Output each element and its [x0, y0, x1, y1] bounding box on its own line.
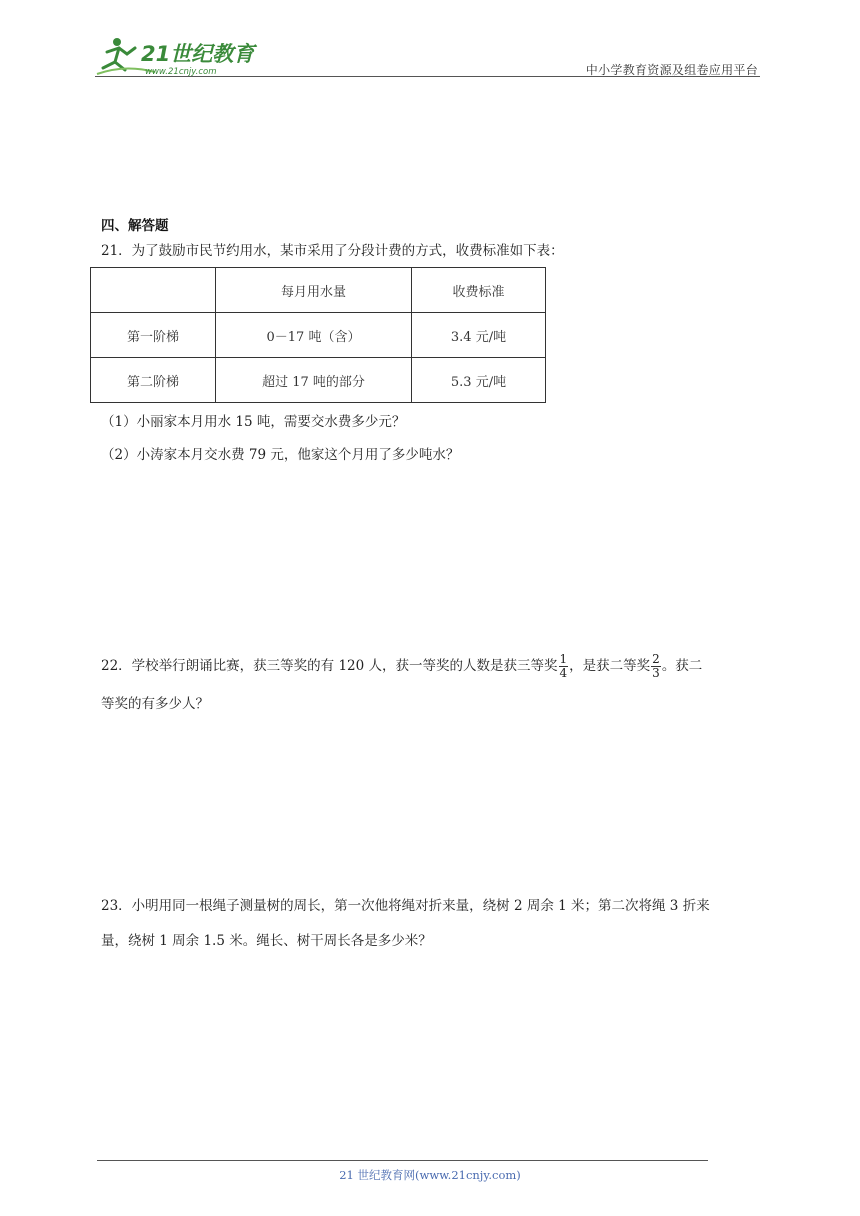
- table-cell: 第一阶梯: [91, 313, 216, 358]
- q21-sub1: （1）小丽家本月用水 15 吨，需要交水费多少元？: [101, 414, 406, 430]
- logo-url: www.21cnjy.com: [145, 67, 217, 77]
- table-row: [91, 313, 546, 358]
- q21-stem: 21．为了鼓励市民节约用水，某市采用了分段计费的方式，收费标准如下表：: [101, 243, 564, 259]
- logo-text: 21世纪教育: [141, 42, 255, 66]
- table-header-cell: 收费标准: [412, 268, 546, 313]
- fraction-two-thirds: [651, 653, 661, 680]
- q22-text-part2: ，是获二等奖: [569, 658, 651, 674]
- q23-line1: 23．小明用同一根绳子测量树的周长，第一次他将绳对折来量，绕树 2 周余 1 米；第二次将绳 3 折来: [101, 898, 710, 914]
- q21-sub2: （2）小涛家本月交水费 79 元，他家这个月用了多少吨水？: [101, 447, 460, 463]
- table-row: [91, 358, 546, 403]
- q22-text-part1: 22．学校举行朗诵比赛，获三等奖的有 120 人，获一等奖的人数是获三等奖: [101, 658, 558, 674]
- header-divider: [95, 76, 760, 77]
- table-cell: 第二阶梯: [91, 358, 216, 403]
- q22-line2: 等奖的有多少人？: [101, 696, 209, 712]
- q23-line2: 量，绕树 1 周余 1.5 米。绳长、树干周长各是多少米？: [101, 933, 432, 949]
- fraction-one-quarter: [559, 653, 569, 680]
- footer-divider: [97, 1160, 708, 1161]
- section-title: 四、解答题: [101, 218, 169, 234]
- runner-logo-icon: [95, 34, 260, 78]
- site-name: 中小学教育资源及组卷应用平台: [585, 63, 758, 77]
- fee-table: [90, 267, 546, 403]
- table-cell: 0－17 吨（含）: [216, 313, 412, 358]
- table-cell: 超过 17 吨的部分: [216, 358, 412, 403]
- table-cell: 5.3 元/吨: [412, 358, 546, 403]
- fraction-numerator: 1: [559, 652, 568, 666]
- footer-link[interactable]: 21 世纪教育网(www.21cnjy.com): [339, 1168, 521, 1182]
- q22-text-part3: 。获二: [661, 658, 703, 674]
- site-logo: [95, 34, 260, 78]
- table-header-cell: [91, 268, 216, 313]
- q22-line1: [101, 653, 702, 680]
- fraction-numerator: 2: [652, 652, 660, 666]
- table-header-cell: 每月用水量: [216, 268, 412, 313]
- table-cell: 3.4 元/吨: [412, 313, 546, 358]
- fraction-denominator: 4: [559, 666, 568, 680]
- table-header-row: [91, 268, 546, 313]
- fraction-denominator: 3: [652, 666, 660, 680]
